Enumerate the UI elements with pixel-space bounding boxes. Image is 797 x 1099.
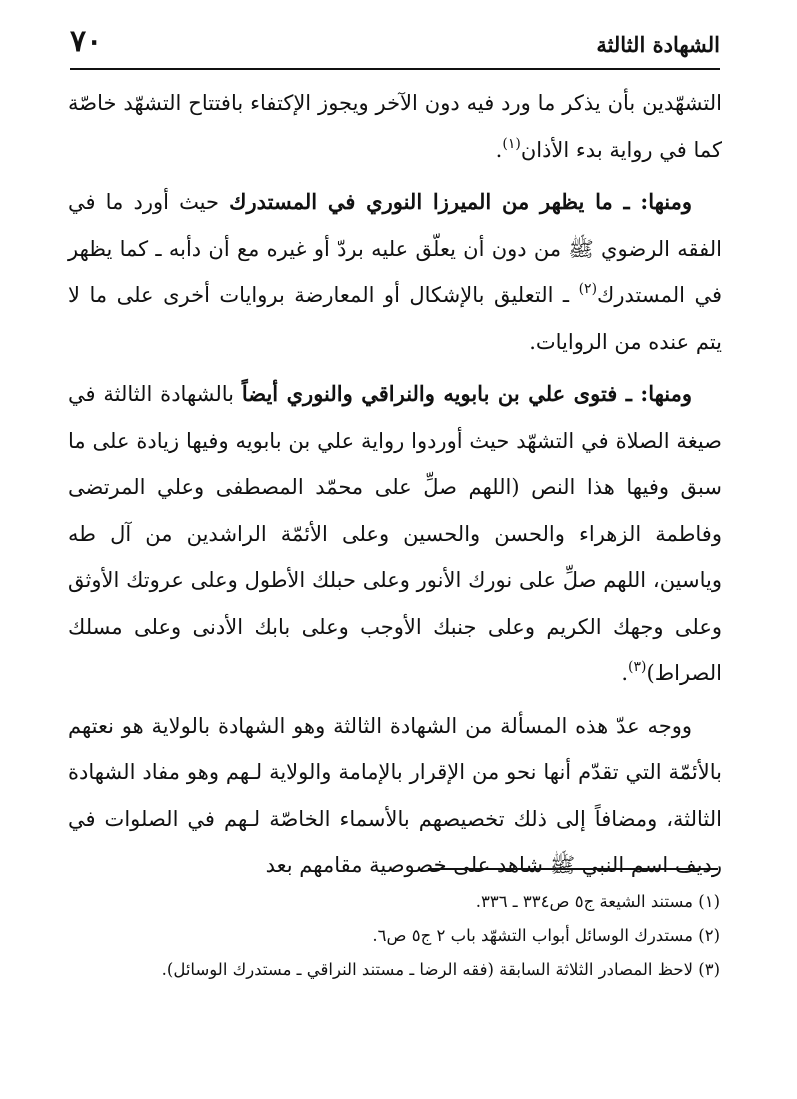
footnote-1: (١) مستند الشيعة ج٥ ص٣٣٤ ـ ٣٣٦. — [475, 892, 720, 911]
paragraph-text-continued: ـ التعليق بالإشكال أو المعارضة بروايات أخرى على ما لا يتم عنده من الروايات. — [68, 283, 722, 354]
page-number: ٧٠ — [70, 24, 103, 59]
paragraph-end: . — [495, 137, 503, 162]
paragraph-1 — [68, 80, 722, 173]
paragraph-end: . — [621, 661, 629, 685]
paragraph-text: حيث أورد ما في الفقه الرضوي ﷺ من دون أن يعلّق عليه بردّ أو غيره مع أن دأبه ـ كما يظهر في المستدرك — [68, 190, 722, 307]
paragraph-text: بالشهادة الثالثة في صيغة الصلاة في التشهّد حيث أوردوا رواية علي بن بابويه وفيها زيادة على ما سبق وفيها هذا النص (اللهم صلِّ على محمّد المصطفى وعلي المرتضى وفاطمة الزهراء والحسن والحسين وعلى الأئمّة الراشدين من آل طه وياسين، اللهم صلِّ على نورك الأنور وعلى حبلك الأطول وعلى عروتك الأوثق وعلى وجهك الكريم وعلى جنبك الأوجب وعلى بابك الأدنى وعلى مسلك الصراط) — [68, 382, 722, 685]
footnote-ref-3: (٣) — [628, 659, 647, 675]
footnote-separator — [428, 868, 718, 870]
paragraph-lead: ومنها — [648, 189, 692, 214]
paragraph-lead: ومنها — [648, 381, 692, 406]
paragraph-text: التشهّدين بأن يذكر ما ورد فيه دون الآخر ويجوز الإكتفاء بافتتاح التشهّد خاصّة كما في رواية بدء الأذان — [68, 91, 722, 162]
footnote-ref-1: (١) — [502, 135, 521, 152]
footnotes — [100, 885, 720, 987]
paragraph-3 — [68, 371, 722, 697]
main-text — [68, 80, 722, 895]
page-header — [70, 20, 720, 70]
paragraph-bold-heading: : ـ ما يظهر من الميرزا النوري في المستدرك — [229, 189, 649, 214]
footnote-ref-2: (٢) — [578, 281, 598, 297]
footnote-2: (٢) مستدرك الوسائل أبواب التشهّد باب ٢ ج٥ ص٦. — [372, 926, 720, 945]
paragraph-text: ووجه عدّ هذه المسألة من الشهادة الثالثة وهو الشهادة بالولاية هو نعتهم بالأئمّة التي تقدّم أنها نحو من الإقرار بالإمامة والولاية لـهم وهو مفاد الشهادة الثالثة، ومضافاً إلى ذلك تخصيصهم بالأسماء الخاصّة لـهم في الصلوات في رديف اسم النبي ﷺ شاهد على خصوصية مقامهم بعد — [68, 713, 722, 877]
footnote-3: (٣) لاحظ المصادر الثلاثة السابقة (فقه الرضا ـ مستند النراقي ـ مستدرك الوسائل). — [161, 960, 720, 979]
paragraph-bold-heading: : ـ فتوى علي بن بابويه والنراقي والنوري أيضاً — [241, 381, 649, 406]
paragraph-2 — [68, 179, 722, 365]
running-title: الشهادة الثالثة — [596, 32, 720, 57]
paragraph-4 — [68, 703, 722, 889]
